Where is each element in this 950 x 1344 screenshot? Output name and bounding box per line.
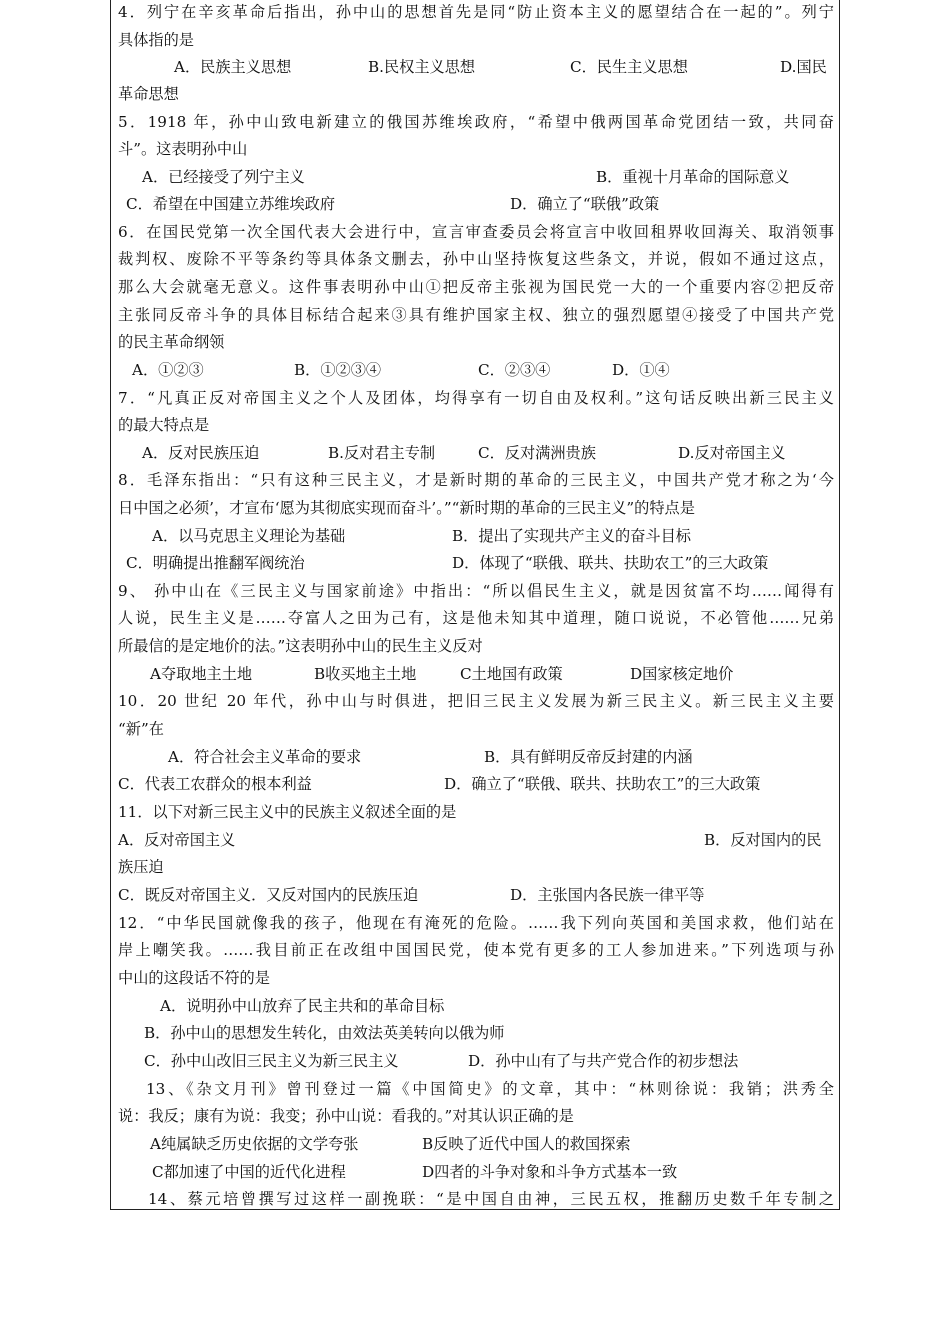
q9-option-d: D国家核定地价 [630, 665, 734, 683]
q4-option-b: B.民权主义思想 [368, 58, 476, 76]
q10-option-a: A．符合社会主义革命的要求 [168, 748, 362, 766]
q10-stem-line1: 10．20 世纪 20 年代，孙中山与时俱进，把旧三民主义发展为新三民主义。新三民主义主要 [118, 692, 834, 710]
q4-option-a: A．民族主义思想 [174, 58, 292, 76]
q10-option-d: D．确立了“联俄、联共、扶助农工”的三大政策 [444, 775, 761, 793]
q5-option-a: A．已经接受了列宁主义 [142, 168, 305, 186]
q8-stem-line1: 8．毛泽东指出：“只有这种三民主义，才是新时期的革命的三民主义，中国共产党才称之为‘今 [118, 471, 834, 489]
q5-option-c: C．希望在中国建立苏维埃政府 [126, 195, 336, 213]
q12-option-d: D．孙中山有了与共产党合作的初步想法 [468, 1052, 739, 1070]
q13-option-b: B反映了近代中国人的救国探索 [422, 1135, 631, 1153]
q13-stem-line2: 说：我反；康有为说：我变；孙中山说：看我的。”对其认识正确的是 [118, 1107, 574, 1125]
q12-stem-line2: 岸上嘲笑我。……我目前正在改组中国国民党，使本党有更多的工人参加进来。”下列选项与孙 [118, 941, 834, 959]
q11-option-b: B．反对国内的民 [704, 831, 822, 849]
q6-stem-line1: 6．在国民党第一次全国代表大会进行中，宣言审查委员会将宣言中收回租界收回海关、取消领事 [118, 223, 834, 241]
q8-option-b: B．提出了实现共产主义的奋斗目标 [452, 527, 691, 545]
q12-stem-line1: 12．“中华民国就像我的孩子，他现在有淹死的危险。……我下列向英国和美国求救，他们站在 [118, 914, 834, 932]
q9-stem-line1: 9、 孙中山在《三民主义与国家前途》中指出：“所以倡民生主义，就是因贫富不均……闻得有 [118, 582, 834, 600]
q8-option-a: A．以马克思主义理论为基础 [152, 527, 346, 545]
q5-option-b: B．重视十月革命的国际意义 [596, 168, 790, 186]
q10-stem-line2: “新”在 [118, 720, 164, 738]
q13-option-c: C都加速了中国的近代化进程 [152, 1163, 346, 1181]
q5-option-d: D．确立了“联俄”政策 [510, 195, 660, 213]
q4-option-d: D.国民 [780, 58, 827, 76]
q6-stem-line5: 的民主革命纲领 [118, 333, 225, 351]
q9-option-a: A夺取地主土地 [150, 665, 253, 683]
q8-option-c: C．明确提出推翻军阀统治 [126, 554, 305, 572]
q11-option-a: A．反对帝国主义 [118, 831, 236, 849]
q12-option-c: C．孙中山改旧三民主义为新三民主义 [144, 1052, 399, 1070]
q7-option-a: A．反对民族压迫 [142, 444, 260, 462]
q11-option-c: C．既反对帝国主义．又反对国内的民族压迫 [118, 886, 419, 904]
q6-option-a: A．①②③ [132, 361, 204, 379]
q6-stem-line2: 裁判权、废除不平等条约等具体条文删去，孙中山坚持恢复这些条文，并说，假如不通过这点， [118, 250, 834, 268]
q10-option-c: C．代表工农群众的根本利益 [118, 775, 312, 793]
q12-option-b: B．孙中山的思想发生转化，由效法英美转向以俄为师 [144, 1024, 505, 1042]
q8-option-d: D．体现了“联俄、联共、扶助农工”的三大政策 [452, 554, 769, 572]
q14-stem-line1: 14、蔡元培曾撰写过这样一副挽联：“是中国自由神，三民五权，推翻历史数千年专制之 [148, 1190, 834, 1208]
q7-option-d: D.反对帝国主义 [678, 444, 786, 462]
q9-stem-line3: 所最信的是定地价的法。”这表明孙中山的民生主义反对 [118, 637, 483, 655]
q7-stem-line1: 7．“凡真正反对帝国主义之个人及团体，均得享有一切自由及权利。”这句话反映出新三民主义 [118, 389, 834, 407]
q6-option-c: C．②③④ [478, 361, 551, 379]
q6-stem-line4: 主张同反帝斗争的具体目标结合起来③具有维护国家主权、独立的强烈愿望④接受了中国共产党 [118, 306, 834, 324]
q13-option-a: A纯属缺乏历史依据的文学夸张 [150, 1135, 359, 1153]
q4-option-d-cont: 革命思想 [118, 85, 179, 103]
q5-stem-line2: 斗”。这表明孙中山 [118, 140, 248, 158]
q12-stem-line3: 中山的这段话不符的是 [118, 969, 270, 987]
q7-stem-line2: 的最大特点是 [118, 416, 210, 434]
q4-option-c: C．民生主义思想 [570, 58, 688, 76]
q13-option-d: D四者的斗争对象和斗争方式基本一致 [422, 1163, 678, 1181]
q7-option-c: C．反对满洲贵族 [478, 444, 596, 462]
q6-stem-line3: 那么大会就毫无意义。这件事表明孙中山①把反帝主张视为国民党一大的一个重要内容②把反帝 [118, 278, 834, 296]
q12-option-a: A．说明孙中山放弃了民主共和的革命目标 [160, 997, 445, 1015]
q6-option-b: B．①②③④ [294, 361, 382, 379]
q11-option-b-cont: 族压迫 [118, 858, 164, 876]
q11-stem-line1: 11．以下对新三民主义中的民族主义叙述全面的是 [118, 803, 457, 821]
q7-option-b: B.反对君主专制 [328, 444, 436, 462]
q4-stem-line1: 4．列宁在辛亥革命后指出，孙中山的思想首先是同“防止资本主义的愿望结合在一起的”。列宁 [118, 3, 834, 21]
q9-stem-line2: 人说，民生主义是……夺富人之田为己有，这是他未知其中道理，随口说说，不必管他……兄弟 [118, 609, 834, 627]
q13-stem-line1: 13、《杂文月刊》曾刊登过一篇《中国简史》的文章，其中：“林则徐说：我销；洪秀全 [146, 1080, 834, 1098]
q11-option-d: D．主张国内各民族一律平等 [510, 886, 705, 904]
q4-stem-line2: 具体指的是 [118, 31, 194, 49]
q9-option-b: B收买地主土地 [314, 665, 417, 683]
q9-option-c: C土地国有政策 [460, 665, 563, 683]
q6-option-d: D．①④ [612, 361, 670, 379]
q8-stem-line2: 日中国之必须’，才宣布‘愿为其彻底实现而奋斗’。”“新时期的革命的三民主义”的特点是 [118, 499, 695, 517]
q5-stem-line1: 5．1918 年，孙中山致电新建立的俄国苏维埃政府，“希望中俄两国革命党团结一致，共同奋 [118, 113, 834, 131]
q10-option-b: B．具有鲜明反帝反封建的内涵 [484, 748, 693, 766]
